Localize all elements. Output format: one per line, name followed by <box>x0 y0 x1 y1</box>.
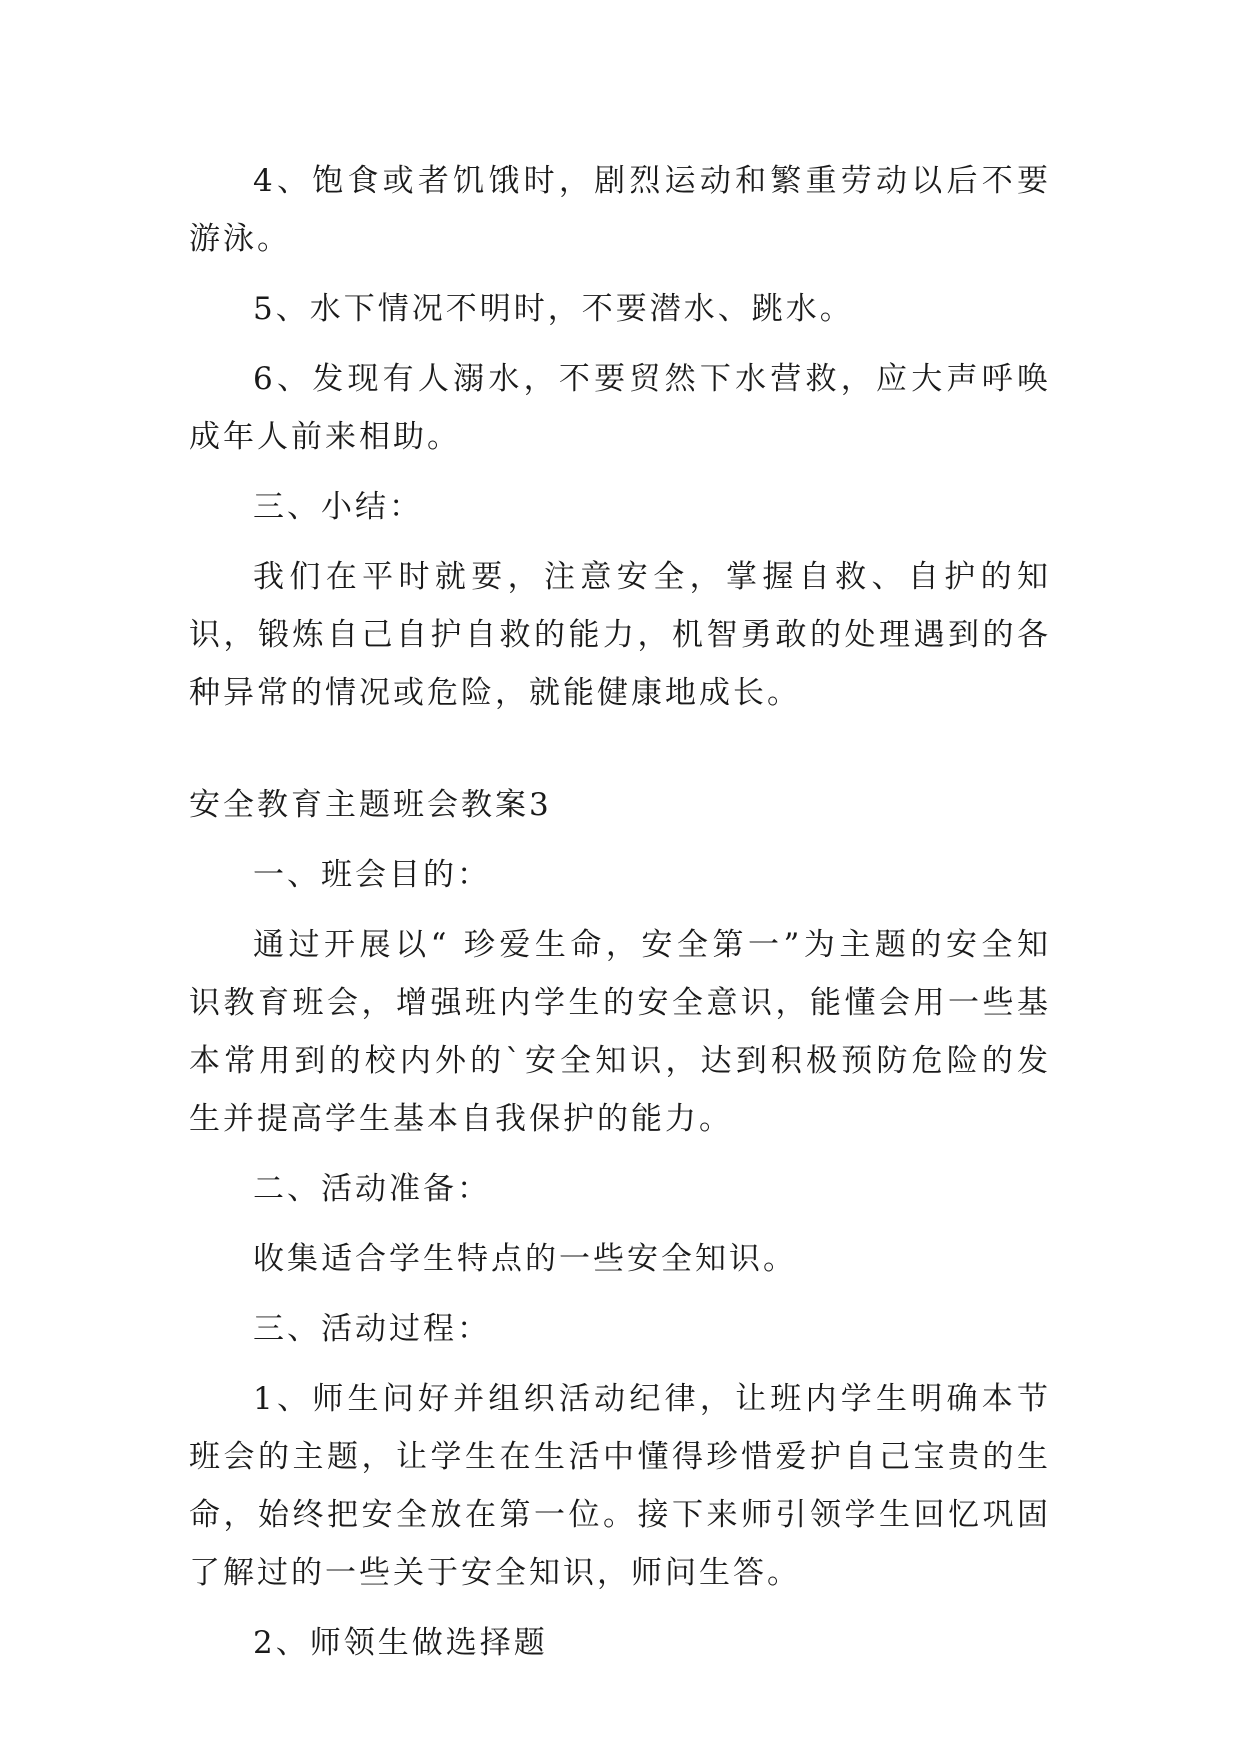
section-title: 安全教育主题班会教案3 <box>189 787 552 823</box>
summary-heading: 三、小结： <box>253 489 423 525</box>
paragraph-item-5: 5、水下情况不明时，不要潜水、跳水。 <box>253 291 854 327</box>
process-heading: 三、活动过程： <box>253 1311 491 1347</box>
process-step-2: 2、师领生做选择题 <box>253 1625 548 1661</box>
purpose-paragraph: 通过开展以“ 珍爱生命，安全第一”为主题的安全知识教育班会，增强班内学生的安全意识，能懂会用一些基本常用到的校内外的`安全知识，达到积极预防危险的发生并提高学生基本自我保护的能力。 <box>189 927 1051 1137</box>
paragraph-item-6: 6、发现有人溺水，不要贸然下水营救，应大声呼唤成年人前来相助。 <box>189 361 1051 455</box>
section-spacer <box>189 734 1051 776</box>
document-body <box>189 152 1051 1684</box>
summary-paragraph: 我们在平时就要，注意安全，掌握自救、自护的知识，锻炼自己自护自救的能力，机智勇敢的处理遇到的各种异常的情况或危险，就能健康地成长。 <box>189 559 1051 711</box>
purpose-heading: 一、班会目的： <box>253 857 491 893</box>
preparation-heading: 二、活动准备： <box>253 1171 491 1207</box>
preparation-paragraph: 收集适合学生特点的一些安全知识。 <box>253 1241 797 1277</box>
process-step-1: 1、师生问好并组织活动纪律，让班内学生明确本节班会的主题，让学生在生活中懂得珍惜爱护自己宝贵的生命，始终把安全放在第一位。接下来师引领学生回忆巩固了解过的一些关于安全知识，师问生答。 <box>189 1381 1051 1591</box>
paragraph-item-4: 4、饱食或者饥饿时，剧烈运动和繁重劳动以后不要游泳。 <box>189 163 1051 257</box>
